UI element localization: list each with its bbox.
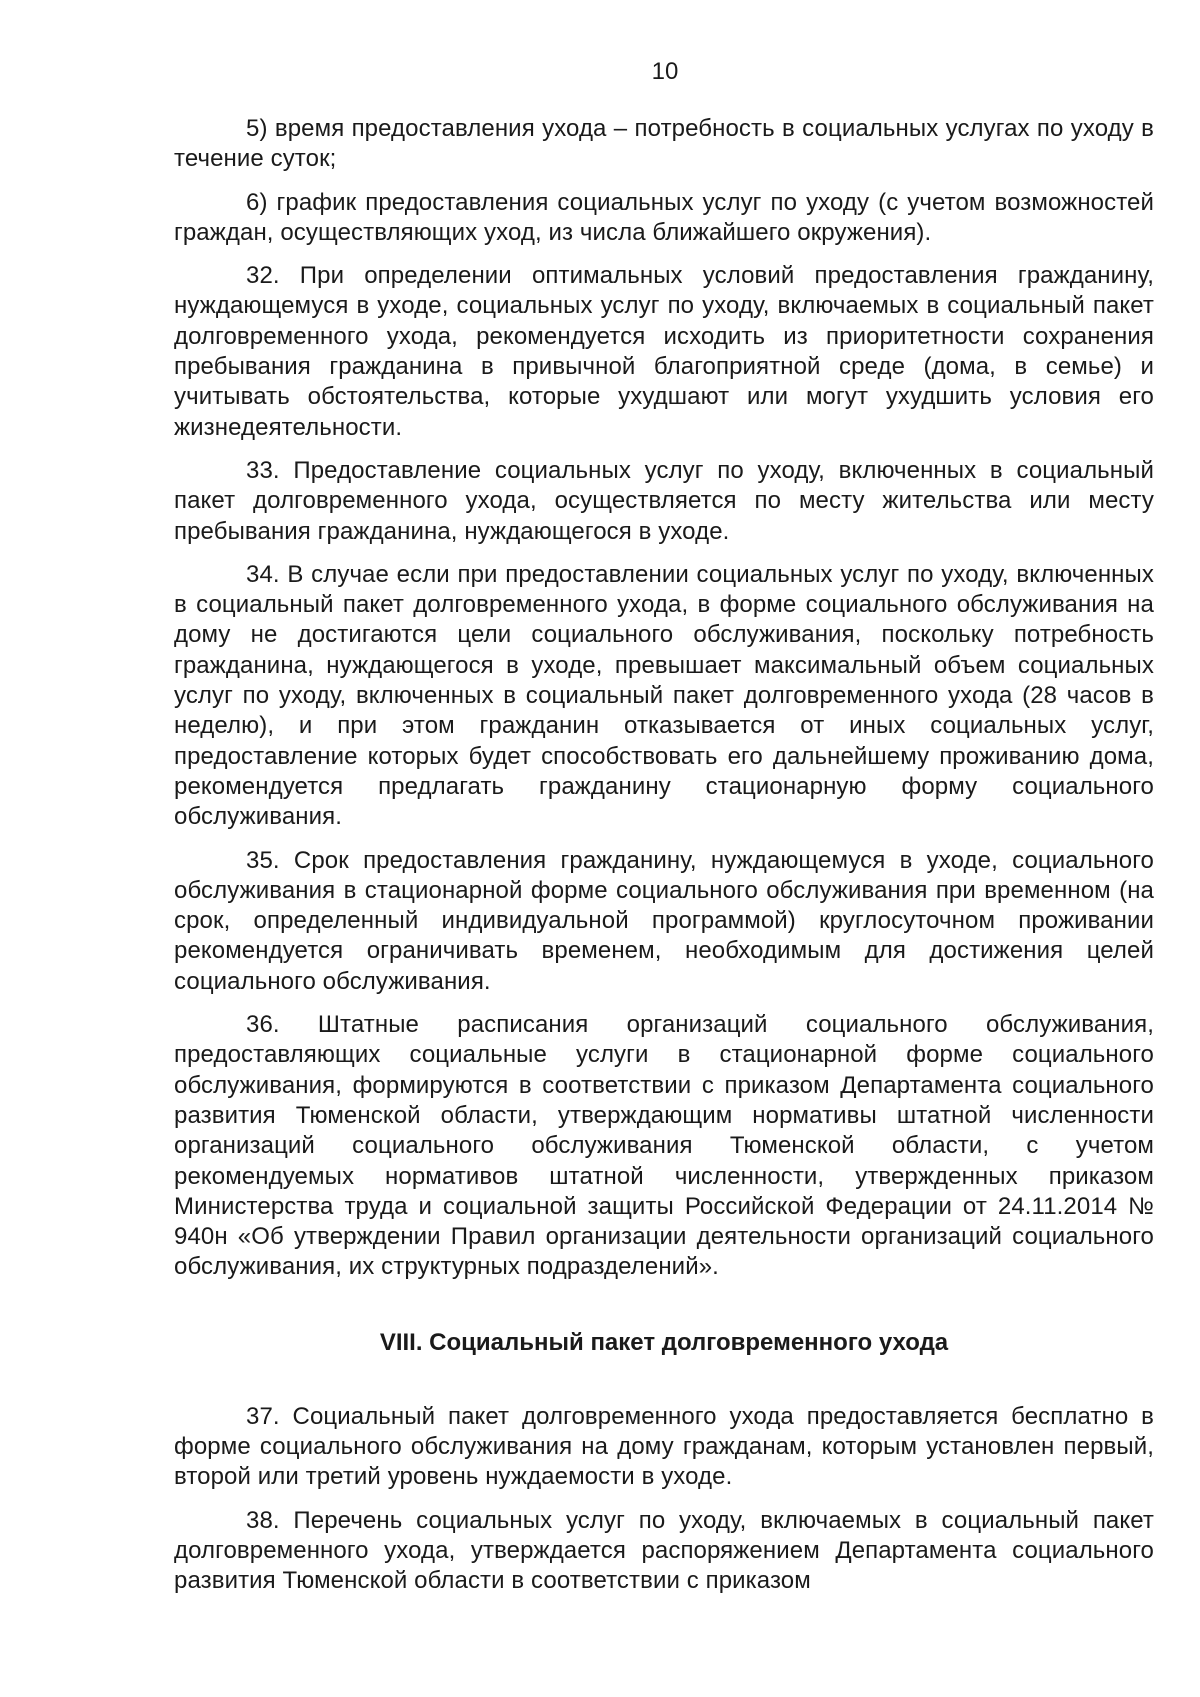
- paragraph-item-6: 6) график предоставления социальных услуг по уходу (с учетом возможностей граждан, осуществляющих уход, из числа ближайшего окружения).: [174, 188, 1154, 246]
- page-number: 10: [651, 58, 679, 85]
- paragraph-32: 32. При определении оптимальных условий предоставления гражданину, нуждающемуся в уходе, социальных услуг по уходу, включаемых в социальный пакет долговременного ухода, рекомендуется исходить из приоритетности сохранения пребывания гражданина в привычной благоприятной среде (дома, в семье) и учитывать обстоятельства, которые ухудшают или могут ухудшить условия его жизнедеятельности.: [174, 262, 1154, 441]
- document-body: [174, 114, 1154, 1609]
- paragraph-37: 37. Социальный пакет долговременного ухода предоставляется бесплатно в форме социального обслуживания на дому гражданам, которым установлен первый, второй или третий уровень нуждаемости в уходе.: [174, 1402, 1154, 1491]
- paragraph-33: 33. Предоставление социальных услуг по уходу, включенных в социальный пакет долговременного ухода, осуществляется по месту жительства или месту пребывания гражданина, нуждающегося в уходе.: [174, 456, 1154, 545]
- paragraph-34: 34. В случае если при предоставлении социальных услуг по уходу, включенных в социальный пакет долговременного ухода, в форме социального обслуживания на дому не достигаются цели социального обслуживания, поскольку потребность гражданина, нуждающегося в уходе, превышает максимальный объем социальных услуг по уходу, включенных в социальный пакет долговременного ухода (28 часов в неделю), и при этом гражданин отказывается от иных социальных услуг, предоставление которых будет способствовать его дальнейшему проживанию дома, рекомендуется предлагать гражданину стационарную форму социального обслуживания.: [174, 560, 1154, 831]
- paragraph-38: 38. Перечень социальных услуг по уходу, включаемых в социальный пакет долговременного ухода, утверждается распоряжением Департамента социального развития Тюменской области в соответствии с приказом: [174, 1506, 1154, 1595]
- paragraph-35: 35. Срок предоставления гражданину, нуждающемуся в уходе, социального обслуживания в стационарной форме социального обслуживания при временном (на срок, определенный индивидуальной программой) круглосуточном проживании рекомендуется ограничивать временем, необходимым для достижения целей социального обслуживания.: [174, 846, 1154, 995]
- section-heading: VIII. Социальный пакет долговременного ухода: [379, 1328, 949, 1356]
- paragraph-item-5: 5) время предоставления ухода – потребность в социальных услугах по уходу в течение суток;: [174, 115, 1154, 173]
- paragraph-36: 36. Штатные расписания организаций социального обслуживания, предоставляющих социальные услуги в стационарной форме социального обслуживания, формируются в соответствии с приказом Департамента социального развития Тюменской области, утверждающим нормативы штатной численности организаций социального обслуживания Тюменской области, с учетом рекомендуемых нормативов штатной численности, утвержденных приказом Министерства труда и социальной защиты Российской Федерации от 24.11.2014 № 940н «Об утверждении Правил организации деятельности организаций социального обслуживания, их структурных подразделений».: [174, 1011, 1154, 1281]
